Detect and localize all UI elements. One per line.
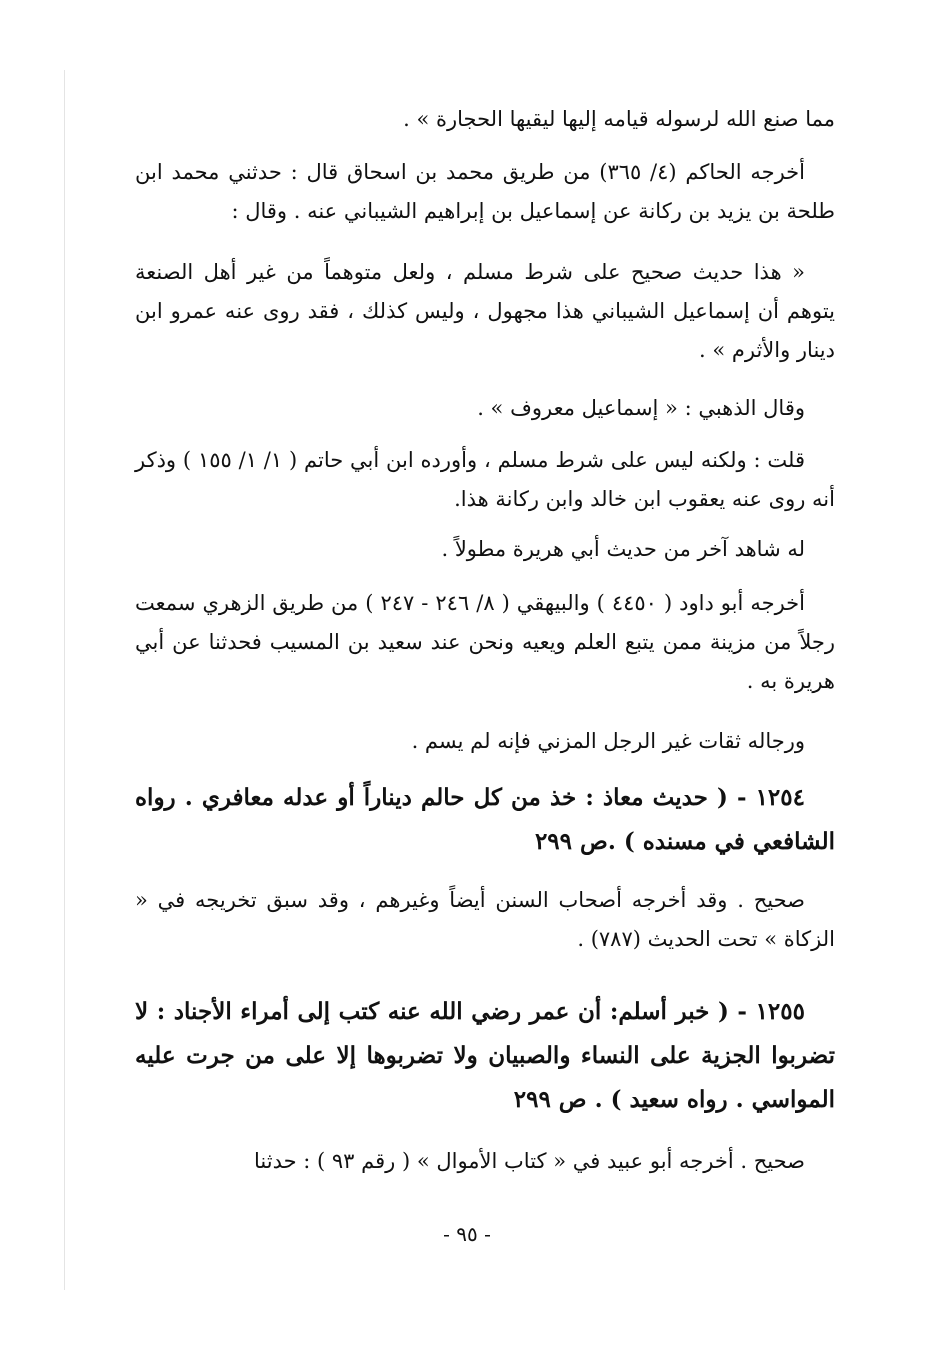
paragraph-author-note: قلت : ولكنه ليس على شرط مسلم ، وأورده ابن أبي حاتم ( ١/ ١/ ١٥٥ ) وذكر أنه روى عنه يعقوب ابن خالد وابن ركانة هذا. bbox=[135, 448, 835, 511]
paragraph-narrators: ورجاله ثقات غير الرجل المزني فإنه لم يسم . bbox=[411, 729, 805, 753]
paragraph-sahih-1255: صحيح . أخرجه أبو عبيد في « كتاب الأموال » ( رقم ٩٣ ) : حدثنا bbox=[254, 1149, 805, 1173]
paragraph-hakim-citation: أخرجه الحاكم (٤/ ٣٦٥) من طريق محمد بن اسحاق قال : حدثني محمد ابن طلحة بن يزيد بن ركانة عن إسماعيل بن إبراهيم الشيباني عنه . وقال : bbox=[135, 160, 835, 223]
paragraph-hakim-quote: « هذا حديث صحيح على شرط مسلم ، ولعل متوهماً من غير أهل الصنعة يتوهم أن إسماعيل الشيباني هذا مجهول ، وليس كذلك ، فقد روى عنه عمرو ابن دينار والأثرم » . bbox=[135, 260, 835, 362]
paragraph-witness: له شاهد آخر من حديث أبي هريرة مطولاً . bbox=[441, 537, 805, 561]
paragraph-sahih-1254: صحيح . وقد أخرجه أصحاب السنن أيضاً وغيرهم ، وقد سبق تخريجه في « الزكاة » تحت الحديث (٧٨٧) . bbox=[135, 888, 835, 951]
margin-line bbox=[64, 70, 65, 1290]
paragraph-abu-dawud: أخرجه أبو داود ( ٤٤٥٠ ) والبيهقي ( ٨/ ٢٤٦ - ٢٤٧ ) من طريق الزهري سمعت رجلاً من مزينة ممن يتبع العلم ويعيه ونحن عند سعيد بن المسيب فحدثنا عن أبي هريرة به . bbox=[135, 591, 835, 693]
hadith-heading-1255: ١٢٥٥ - ( خبر أسلم: أن عمر رضي الله عنه كتب إلى أمراء الأجناد : لا تضربوا الجزية على النساء والصبيان ولا تضربوها إلا على من جرت عليه المواسي . رواه سعيد ) . ص ٢٩٩ bbox=[135, 998, 835, 1113]
hadith-heading-1254: ١٢٥٤ - ( حديث معاذ : خذ من كل حالم ديناراً أو عدله معافري . رواه الشافعي في مسنده ) .ص ٢٩٩ bbox=[135, 784, 835, 855]
paragraph-continuation: مما صنع الله لرسوله قيامه إليها ليقيها الحجارة » . bbox=[403, 107, 835, 131]
paragraph-dhahabi: وقال الذهبي : « إسماعيل معروف » . bbox=[477, 396, 805, 420]
page-number: - ٩٥ - bbox=[443, 1222, 491, 1246]
